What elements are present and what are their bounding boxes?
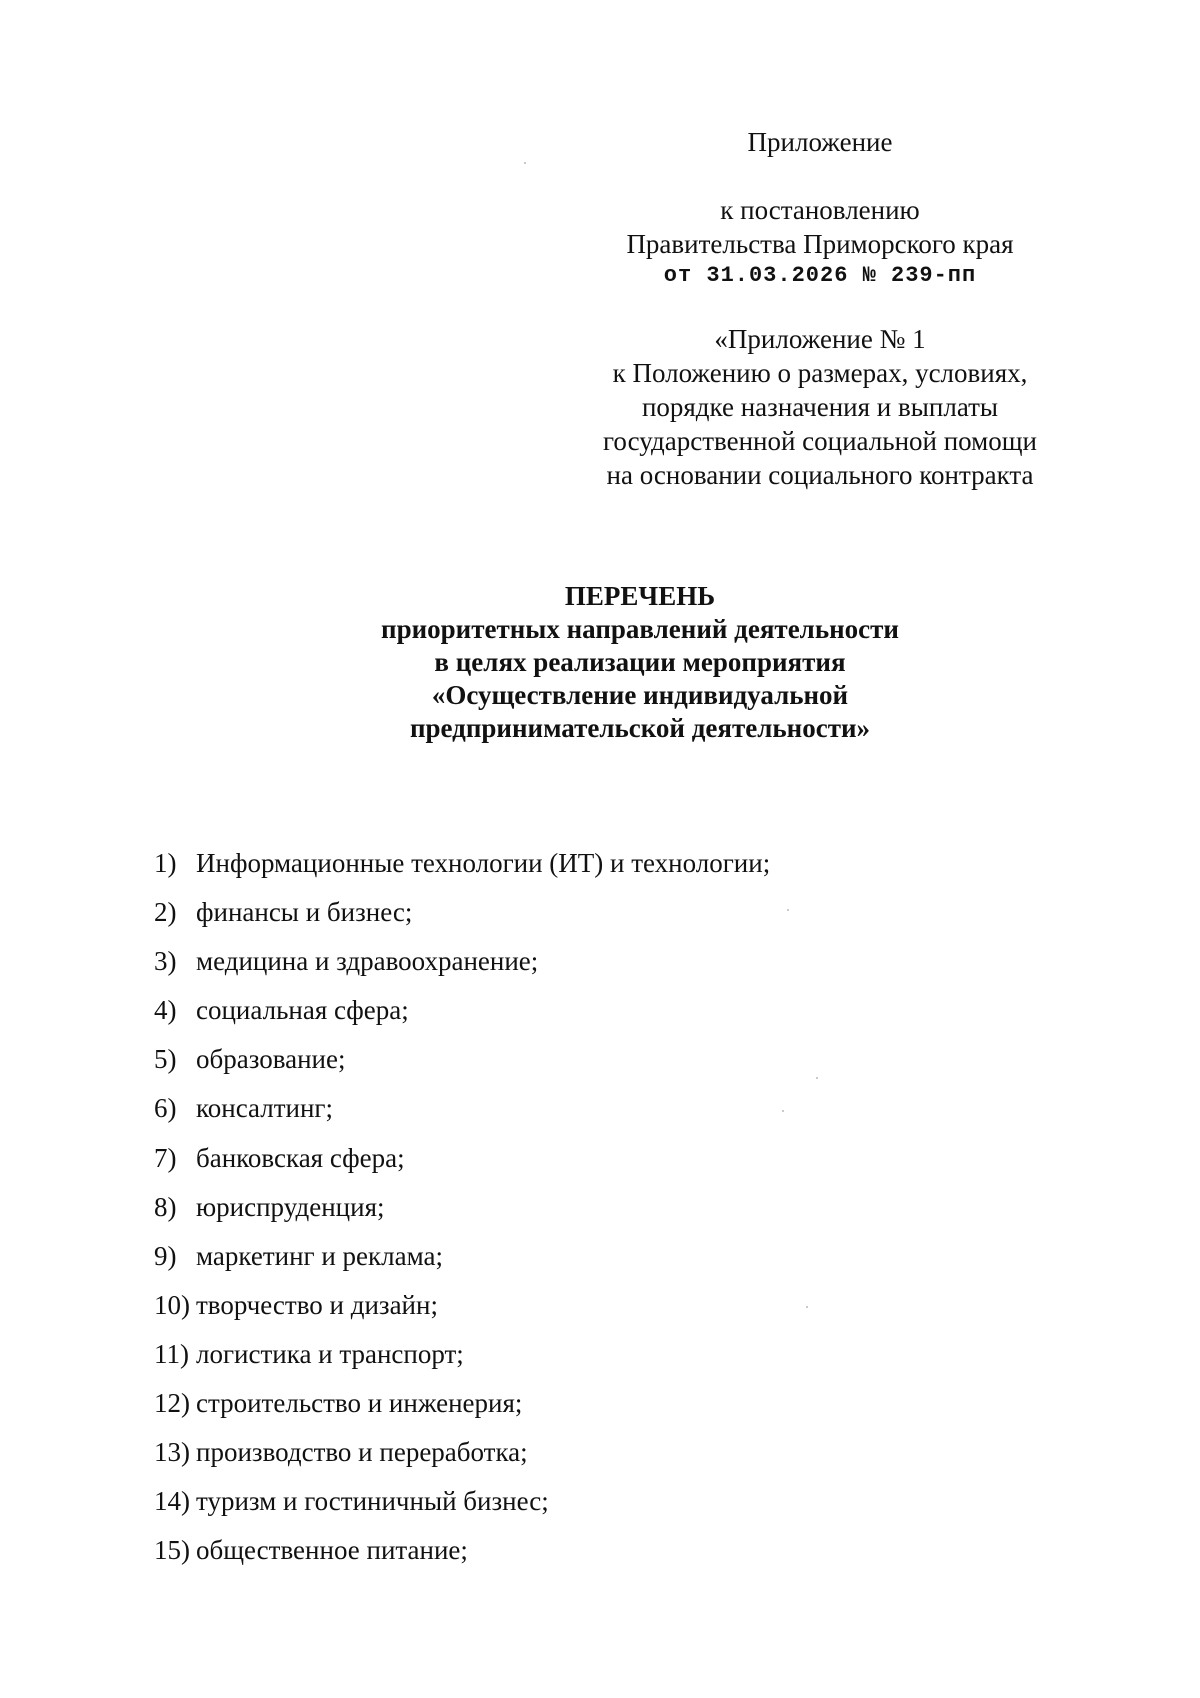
list-item-text: образование; <box>196 1044 346 1075</box>
scan-speck <box>782 1110 784 1112</box>
list-item-text: маркетинг и реклама; <box>196 1240 443 1271</box>
scan-speck <box>816 1077 818 1079</box>
scan-speck <box>787 909 789 911</box>
document-title <box>300 580 980 745</box>
list-item <box>154 1435 1114 1484</box>
list-item-number: 12) <box>154 1388 190 1419</box>
title-line: предпринимательской деятельности» <box>409 713 871 743</box>
list-item <box>154 944 1114 993</box>
list-item-number: 2) <box>154 897 177 928</box>
list-item <box>154 993 1114 1042</box>
scan-speck <box>806 1306 808 1308</box>
list-item-number: 7) <box>154 1142 177 1173</box>
title-line: в целях реализации мероприятия <box>434 647 846 677</box>
scan-speck <box>524 162 526 164</box>
list-item-number: 10) <box>154 1289 190 1320</box>
list-item-text: финансы и бизнес; <box>196 897 413 928</box>
list-item-number: 11) <box>154 1338 189 1369</box>
list-item <box>154 1141 1114 1190</box>
nested-appendix-line: на основании социального контракта <box>606 460 1034 490</box>
list-item-number: 13) <box>154 1437 190 1468</box>
list-item-number: 8) <box>154 1191 177 1222</box>
list-item-text: производство и переработка; <box>196 1437 528 1468</box>
list-item-text: банковская сфера; <box>196 1142 405 1173</box>
priority-directions-list <box>154 846 1114 1582</box>
title-line: приоритетных направлений деятельности <box>381 614 899 644</box>
list-item-text: творчество и дизайн; <box>196 1289 438 1320</box>
resolution-reference-block <box>560 193 1080 291</box>
list-item-number: 4) <box>154 995 177 1026</box>
nested-appendix-line: к Положению о размерах, условиях, <box>612 358 1028 388</box>
list-item <box>154 1288 1114 1337</box>
list-item-text: строительство и инженерия; <box>196 1388 523 1419</box>
list-item <box>154 1239 1114 1288</box>
nested-appendix-block <box>560 322 1080 492</box>
title-line: «Осуществление индивидуальной <box>431 680 849 710</box>
list-item <box>154 1042 1114 1091</box>
list-item-text: социальная сфера; <box>196 995 409 1026</box>
list-item-number: 6) <box>154 1093 177 1124</box>
list-item-number: 14) <box>154 1486 190 1517</box>
list-item-number: 1) <box>154 848 177 878</box>
list-item-number: 15) <box>154 1535 190 1566</box>
list-item-text: общественное питание; <box>196 1535 468 1566</box>
list-item-text: логистика и транспорт; <box>196 1338 464 1369</box>
list-item <box>154 895 1114 944</box>
resolution-line: к постановлению <box>720 195 920 225</box>
nested-appendix-line: государственной социальной помощи <box>603 426 1037 456</box>
list-item <box>154 1337 1114 1386</box>
list-item-number: 9) <box>154 1240 177 1271</box>
nested-appendix-line: «Приложение № 1 <box>714 324 926 354</box>
nested-appendix-line: порядке назначения и выплаты <box>641 392 999 422</box>
appendix-label: Приложение <box>747 127 893 157</box>
list-item <box>154 1091 1114 1140</box>
title-heading: ПЕРЕЧЕНЬ <box>564 581 716 611</box>
resolution-date-number-stamp: от 31.03.2026 № 239-пп <box>663 263 977 288</box>
list-item-text: туризм и гостиничный бизнес; <box>196 1486 549 1517</box>
list-item-text: Информационные технологии (ИТ) и технологии; <box>196 848 771 878</box>
list-item-text: медицина и здравоохранение; <box>196 946 539 977</box>
list-item-text: юриспруденция; <box>196 1191 385 1222</box>
list-item-number: 5) <box>154 1044 177 1075</box>
list-item <box>154 1386 1114 1435</box>
list-item <box>154 1484 1114 1533</box>
list-item-text: консалтинг; <box>196 1093 333 1124</box>
appendix-label-block <box>560 125 1080 159</box>
list-item <box>154 1190 1114 1239</box>
resolution-line: Правительства Приморского края <box>626 229 1014 259</box>
list-item-number: 3) <box>154 946 177 977</box>
list-item <box>154 1533 1114 1582</box>
list-item <box>154 846 1114 895</box>
